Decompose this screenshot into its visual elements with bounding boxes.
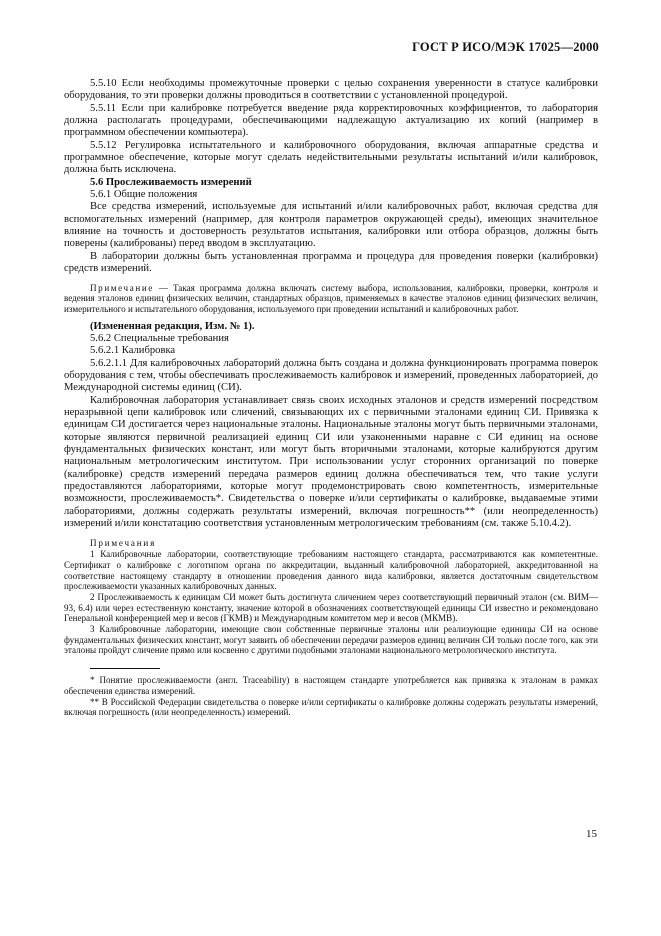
note-text: — Такая программа должна включать систему выбора, использования, калибровки, проверки, контроля и ведения эталонов единиц физических величин, стандартных образцов, применяемых в качестве эталонов единиц физических величин, измерительного и испытательного оборудования, используемого при проведении испытаний и калибровочных работ. [64,282,598,314]
clause-5-5-10: 5.5.10 Если необходимы промежуточные проверки с целью сохранения уверенности в статусе калибровки оборудования, то эти проверки должны проводиться в соответствии с установленной процедурой. [64,78,598,102]
clause-5-6-1-para-2: В лаборатории должны быть установленная программа и процедура для проведения поверки (калибровки) средств измерений. [64,250,598,275]
footnote-2: ** В Российской Федерации свидетельства о поверке и/или сертификаты о калибровке должны содержать результаты измерений, включая погрешность (или неопределенность) измерений. [64,696,598,718]
note-1: 1 Калибровочные лаборатории, соответствующие требованиям настоящего стандарта, рассматриваются как компетентные. Сертификат о калибровке с логотипом органа по аккредитации, выданный калибровочной лабораторией, аккредитованной на соответствие настоящему стандарту в отношении проведения данного вида калибровки, является достаточным свидетельством прослеживаемости указанных калибровочных данных. [64,549,598,592]
clause-5-6-1-para-1: Все средства измерений, используемые для испытаний и/или калибровочных работ, включая средства для вспомогательных измерений (например, для контроля параметров окружающей среды), имеющих значительное влияние на точность и достоверность результатов испытания, калибровки или отбора образцов, должны быть поверены (калиброваны) перед вводом в эксплуатацию. [64,201,598,250]
notes-title: Примечания [90,538,157,549]
amendment-text: (Измененная редакция, Изм. № 1). [90,320,255,332]
section-heading-text: 5.6 Прослеживаемость измерений [90,176,252,188]
document-header: ГОСТ Р ИСО/МЭК 17025—2000 [412,40,599,54]
clause-5-6-2-1-para-2: Калибровочная лаборатория устанавливает связь своих исходных эталонов и средств измерений посредством неразрывной цепи калибровок или сличений, связывающих их с первичными эталонами единиц СИ. Привязка к единицам СИ достигается через национальные эталоны. Национальные эталоны могут быть первичными эталонами, которые являются первичной реализацией единиц СИ или узаконенными наравне с СИ единиц на основе фундаментальных физических констант, или могут быть вторичными эталонами, которые калибруются другим национальным метрологическим институтом. При использовании услуг сторонних организаций по поверке (калибровке) средств измерений передача размеров единиц должна обеспечиваться тем, что такие услуги предоставляются лабораториями, которые могут продемонстрировать свою компетентность, измерительные возможности, прослеживаемость*. Свидетельства о поверке и/или сертификаты о калибровке, выдаваемые этими лабораториями, должны содержать результаты измерений, включая погрешность** (или неопределенность) измерений и/или констатацию соответствия установленным метрологическим требованиям (см. также 5.10.4.2). [64,394,598,530]
clause-5-6-2-1-1: 5.6.2.1.1 Для калибровочных лабораторий должна быть создана и должна функционировать программа поверок оборудования с тем, чтобы обеспечивать прослеживаемость калибровок и измерений, проведенных лабораторией, до Международной системы единиц (СИ). [64,357,598,394]
note-label: Примечание [90,282,154,293]
note-3: 3 Калибровочные лаборатории, имеющие свои собственные первичные эталоны или реализующие единицы СИ на основе фундаментальных физических констант, могут заявить об обеспечении передачи размеров единиц величин СИ только после того, как эти эталоны пройдут сличение прямо или косвенно с другими подобными эталонами национального метрологического института. [64,624,599,656]
footnote-divider [90,668,160,669]
clause-5-5-11: 5.5.11 Если при калибровке потребуется введение ряда корректировочных коэффициентов, то лаборатория должна располагать процедурами, обеспечивающими надлежащую актуализацию их копий (например в программном обеспечении компьютера). [64,102,598,139]
subsection-heading-5-6-2: 5.6.2 Специальные требования [90,332,229,344]
subsection-heading-5-6-1: 5.6.1 Общие положения [90,189,198,201]
page-body [64,78,598,718]
clause-5-5-12: 5.5.12 Регулировка испытательного и калибровочного оборудования, включая аппаратные средства и программное обеспечение, которые могут сделать недействительными результаты испытаний и/или калибровок, должна быть исключена. [64,139,598,176]
footnote-1: * Понятие прослеживаемости (англ. Traceability) в настоящем стандарте употребляется как привязка к эталонам в рамках обеспечения единства измерений. [64,675,598,696]
section-heading-5-6 [64,177,598,189]
note-2: 2 Прослеживаемость к единицам СИ может быть достигнута сличением через соответствующий первичный эталон (см. ВИМ—93, 6.4) или через естественную константу, значение которой в обозначениях соответствующей единицы СИ известно и рекомендовано Генеральной конференцией мер и весов (ГКМВ) и Международным комитетом мер и весов (МКМВ). [64,591,598,624]
note-5-6-1 [64,283,598,315]
page-number: 15 [586,828,597,840]
notes-block [64,538,598,656]
subsection-heading-5-6-2-1: 5.6.2.1 Калибровка [90,345,176,357]
footnotes [64,675,598,718]
amendment-note [64,321,598,333]
